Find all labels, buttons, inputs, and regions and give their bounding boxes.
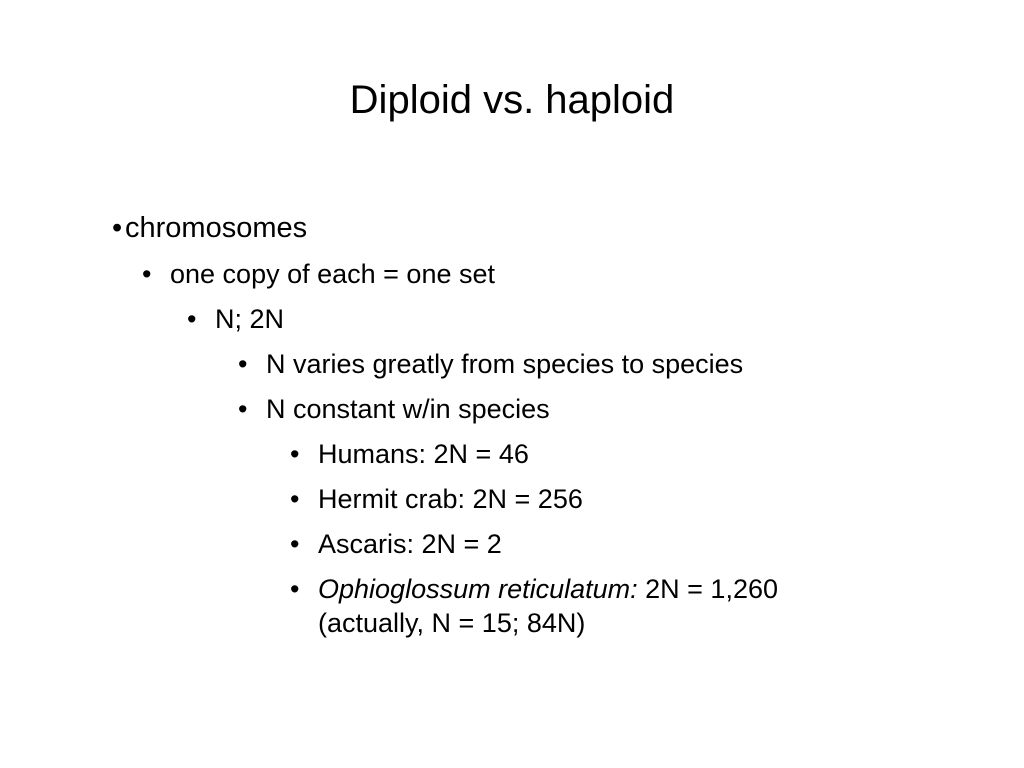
bullet-text: Ascaris: 2N = 2	[318, 529, 502, 559]
bullet-item	[238, 392, 550, 426]
bullet-item	[112, 211, 308, 245]
bullet-text: chromosomes	[125, 212, 308, 244]
bullet-item	[238, 347, 744, 381]
bullet-text: Hermit crab: 2N = 256	[318, 484, 583, 514]
bullet-icon: •	[290, 574, 300, 604]
bullet-icon: •	[142, 259, 152, 289]
bullet-item	[290, 437, 529, 471]
bullet-item	[290, 482, 583, 516]
bullet-item	[142, 257, 495, 291]
slide-title: Diploid vs. haploid	[349, 78, 675, 122]
bullet-text: N varies greatly from species to species	[266, 349, 744, 379]
bullet-icon: •	[112, 212, 123, 244]
bullet-icon: •	[187, 304, 197, 334]
bullet-text: N; 2N	[215, 304, 285, 334]
species-name: Ophioglossum reticulatum:	[318, 574, 638, 604]
bullet-icon: •	[290, 439, 300, 469]
bullet-icon: •	[290, 529, 300, 559]
bullet-icon: •	[238, 394, 248, 424]
bullet-text: 2N = 1,260	[637, 574, 778, 604]
bullet-text: Humans: 2N = 46	[318, 439, 529, 469]
bullet-item	[290, 572, 778, 640]
bullet-text: one copy of each = one set	[170, 259, 495, 289]
bullet-icon: •	[290, 484, 300, 514]
bullet-item	[187, 302, 285, 336]
bullet-item	[290, 527, 502, 561]
bullet-text: N constant w/in species	[266, 394, 550, 424]
bullet-icon: •	[238, 349, 248, 379]
bullet-continuation: (actually, N = 15; 84N)	[318, 608, 586, 638]
